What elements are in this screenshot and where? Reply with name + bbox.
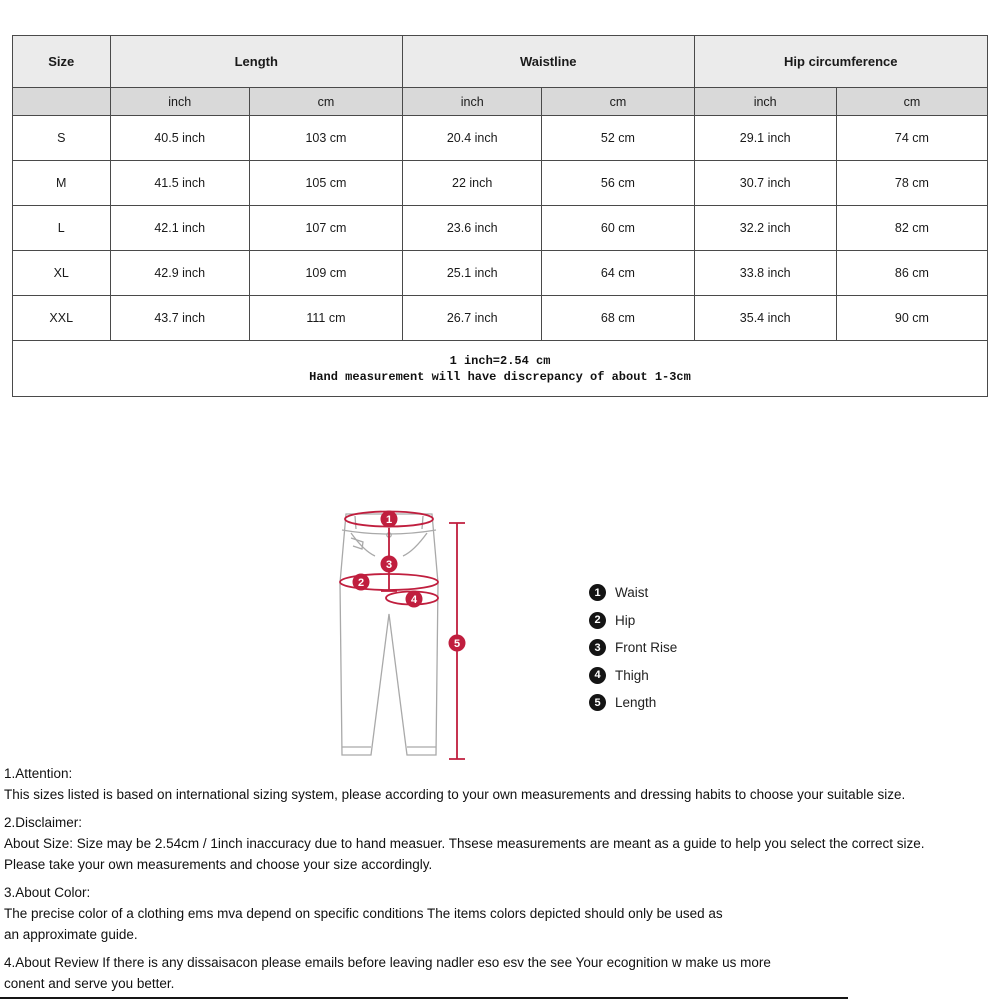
about-review-section: [4, 952, 996, 994]
legend-label: Front Rise: [615, 640, 678, 656]
about-color-section: [4, 882, 996, 945]
conversion-note: 1 inch=2.54 cm: [449, 353, 551, 368]
col-header-size: Size: [13, 36, 111, 88]
col-header-waistline: Waistline: [402, 36, 694, 88]
about-color-body-line2: an approximate guide.: [4, 927, 138, 942]
value-cell: 23.6 inch: [402, 206, 541, 251]
value-cell: 32.2 inch: [694, 206, 836, 251]
disclaimer-body-line2: Please take your own measurements and choose your size accordingly.: [4, 857, 433, 872]
value-cell: 103 cm: [249, 116, 402, 161]
value-cell: 68 cm: [542, 296, 694, 341]
size-cell: M: [13, 161, 111, 206]
value-cell: 64 cm: [542, 251, 694, 296]
table-row: [13, 116, 988, 161]
disclaimer-section: [4, 812, 996, 875]
value-cell: 43.7 inch: [110, 296, 249, 341]
attention-title: 1.Attention:: [4, 766, 73, 781]
value-cell: 105 cm: [249, 161, 402, 206]
table-row: [13, 206, 988, 251]
measurement-markers: [353, 511, 466, 652]
value-cell: 40.5 inch: [110, 116, 249, 161]
size-cell: XXL: [13, 296, 111, 341]
legend-number-badge: 3: [589, 639, 606, 656]
attention-section: [4, 763, 996, 805]
value-cell: 109 cm: [249, 251, 402, 296]
unit-cell: cm: [836, 88, 987, 116]
value-cell: 74 cm: [836, 116, 987, 161]
col-header-length: Length: [110, 36, 402, 88]
value-cell: 22 inch: [402, 161, 541, 206]
table-row: [13, 251, 988, 296]
unit-cell-empty: [13, 88, 111, 116]
pants-diagram: [325, 498, 475, 770]
notes-section: [4, 763, 996, 994]
table-row: [13, 296, 988, 341]
value-cell: 82 cm: [836, 206, 987, 251]
about-review-body-line1: 4.About Review If there is any dissaisacon please emails before leaving nadler eso esv the see Your ecognition w make us more: [4, 955, 771, 970]
attention-body: This sizes listed is based on international sizing system, please according to your own measurements and dressing habits to choose your suitable size.: [4, 787, 906, 802]
value-cell: 90 cm: [836, 296, 987, 341]
size-cell: XL: [13, 251, 111, 296]
svg-text:1: 1: [385, 514, 393, 526]
measurement-legend: [589, 579, 677, 717]
value-cell: 20.4 inch: [402, 116, 541, 161]
value-cell: 29.1 inch: [694, 116, 836, 161]
table-row: [13, 161, 988, 206]
disclaimer-title: 2.Disclaimer:: [4, 815, 83, 830]
legend-number-badge: 2: [589, 612, 606, 629]
legend-label: Waist: [615, 585, 649, 601]
value-cell: 35.4 inch: [694, 296, 836, 341]
value-cell: 33.8 inch: [694, 251, 836, 296]
unit-cell: cm: [542, 88, 694, 116]
legend-label: Hip: [615, 612, 636, 628]
value-cell: 25.1 inch: [402, 251, 541, 296]
about-review-body-line2: conent and serve you better.: [4, 976, 175, 991]
about-color-body-line1: The precise color of a clothing ems mva depend on specific conditions The items colors depicted should only be used as: [4, 906, 723, 921]
legend-item-front-rise: [589, 634, 677, 662]
value-cell: 86 cm: [836, 251, 987, 296]
value-cell: 30.7 inch: [694, 161, 836, 206]
size-table: [12, 35, 988, 397]
unit-cell: inch: [402, 88, 541, 116]
legend-item-hip: [589, 607, 677, 635]
bottom-divider: [0, 997, 848, 999]
legend-number-badge: 4: [589, 667, 606, 684]
value-cell: 42.1 inch: [110, 206, 249, 251]
table-header-row: [13, 36, 988, 88]
size-cell: L: [13, 206, 111, 251]
svg-text:5: 5: [453, 638, 461, 650]
value-cell: 42.9 inch: [110, 251, 249, 296]
unit-cell: cm: [249, 88, 402, 116]
value-cell: 107 cm: [249, 206, 402, 251]
value-cell: 111 cm: [249, 296, 402, 341]
table-unit-row: [13, 88, 988, 116]
legend-number-badge: 1: [589, 584, 606, 601]
value-cell: 60 cm: [542, 206, 694, 251]
value-cell: 41.5 inch: [110, 161, 249, 206]
legend-number-badge: 5: [589, 694, 606, 711]
value-cell: 52 cm: [542, 116, 694, 161]
col-header-hip: Hip circumference: [694, 36, 988, 88]
unit-cell: inch: [694, 88, 836, 116]
legend-item-length: [589, 689, 677, 717]
svg-text:3: 3: [385, 559, 393, 571]
measurement-discrepancy-note: Hand measurement will have discrepancy of about 1-3cm: [309, 369, 691, 384]
value-cell: 26.7 inch: [402, 296, 541, 341]
value-cell: 78 cm: [836, 161, 987, 206]
legend-label: Length: [615, 695, 657, 711]
legend-item-waist: [589, 579, 677, 607]
value-cell: 56 cm: [542, 161, 694, 206]
svg-text:4: 4: [410, 594, 418, 606]
size-cell: S: [13, 116, 111, 161]
unit-cell: inch: [110, 88, 249, 116]
legend-label: Thigh: [615, 667, 649, 683]
table-footnote-row: [13, 341, 988, 397]
svg-text:2: 2: [357, 577, 365, 589]
legend-item-thigh: [589, 662, 677, 690]
about-color-title: 3.About Color:: [4, 885, 91, 900]
disclaimer-body-line1: About Size: Size may be 2.54cm / 1inch inaccuracy due to hand measuer. Thsese measurements are meant as a guide to help you select the correct size.: [4, 836, 925, 851]
